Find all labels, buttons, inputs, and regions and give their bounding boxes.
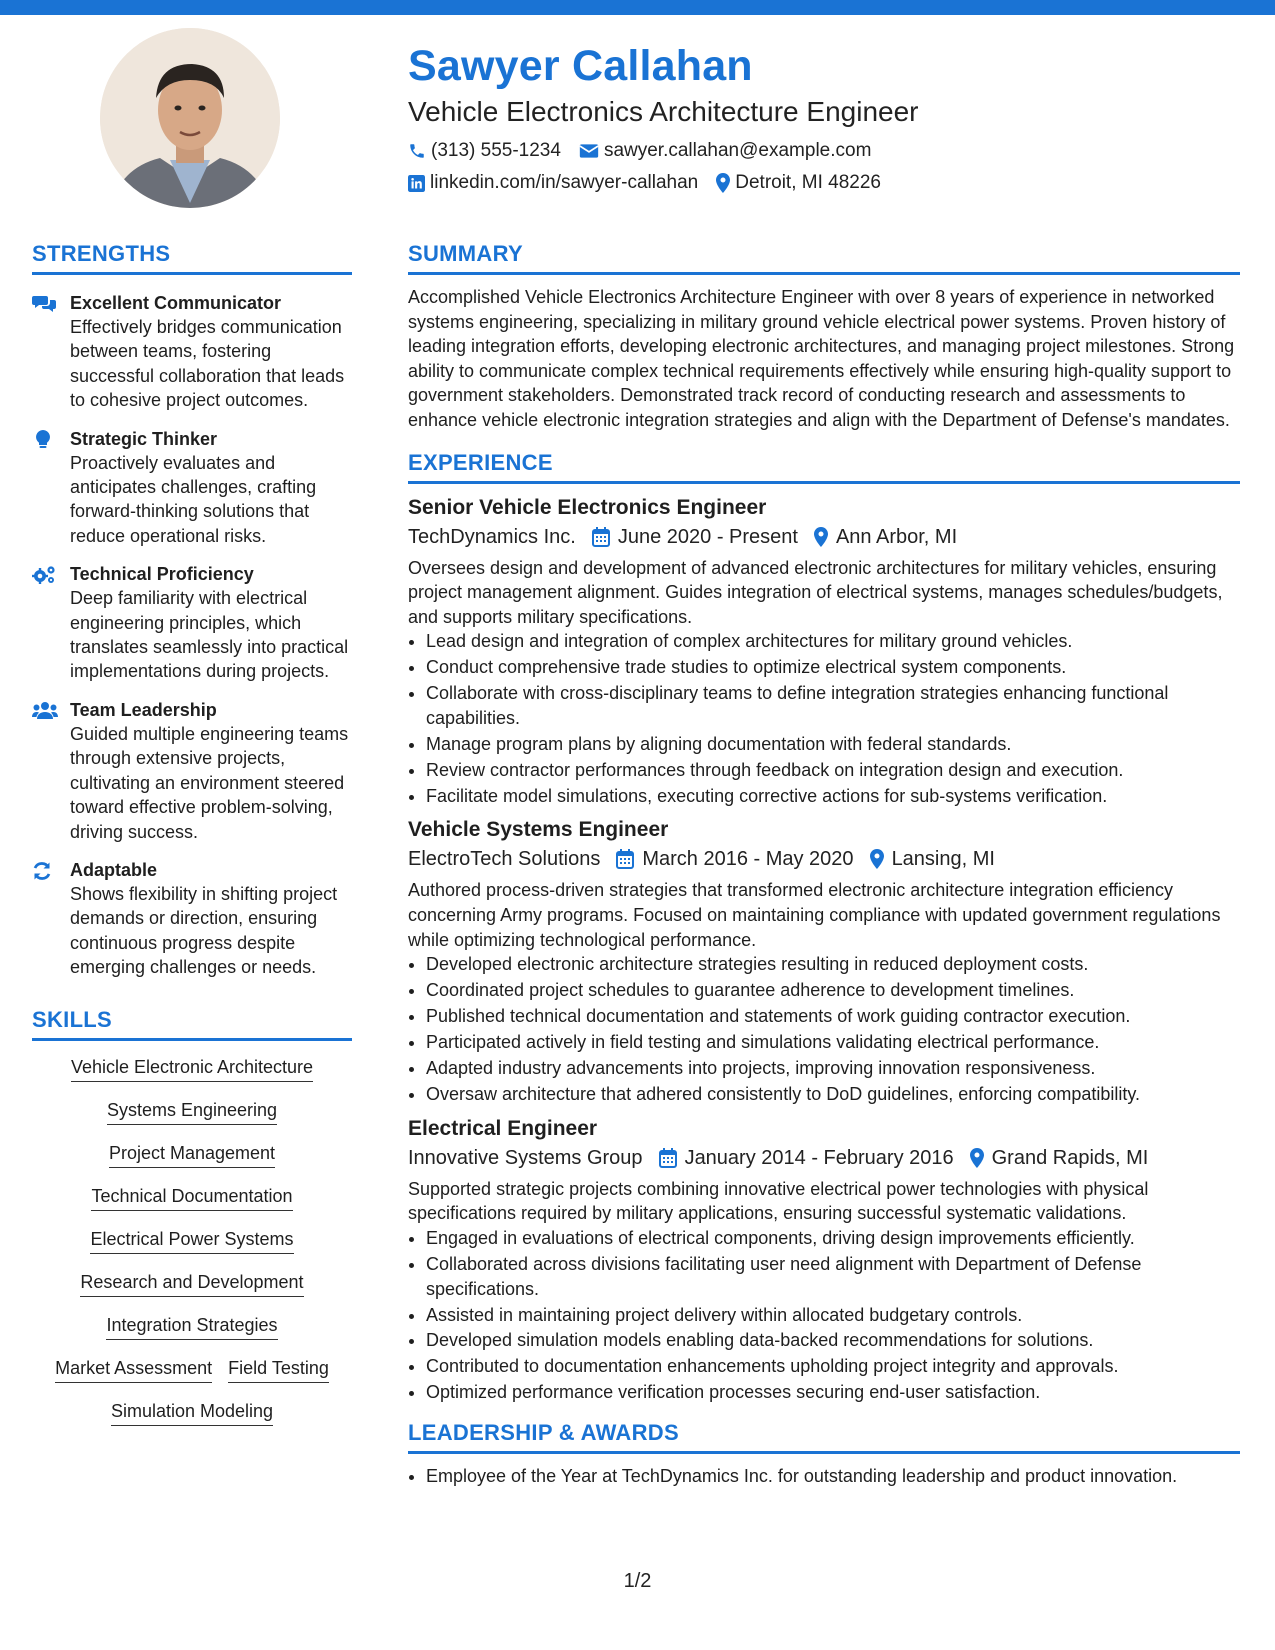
envelope-icon: [579, 143, 599, 159]
bullet-item: • Collaborated across divisions facilitating user need alignment with Department of Defense specifications.: [426, 1252, 1240, 1301]
company-name: ElectroTech Solutions: [408, 848, 601, 871]
skills-list: [32, 1051, 352, 1426]
job-dates: January 2014 - February 2016: [684, 1146, 954, 1169]
bullet-item: • Developed simulation models enabling data-backed recommendations for solutions.: [426, 1328, 1240, 1353]
strength-title: Team Leadership: [70, 699, 217, 720]
strength-item: [32, 858, 352, 980]
candidate-title: Vehicle Electronics Architecture Engineer: [408, 96, 919, 127]
top-accent-bar: [0, 0, 1275, 15]
skill-tag: Project Management: [109, 1141, 275, 1168]
bullet-item: • Participated actively in field testing and simulations validating electrical performance.: [426, 1030, 1240, 1055]
strength-title: Technical Proficiency: [70, 564, 254, 585]
comments-icon: [32, 294, 56, 312]
company-name: Innovative Systems Group: [408, 1146, 643, 1169]
skill-tag: Research and Development: [80, 1270, 303, 1297]
experience-heading: EXPERIENCE: [408, 449, 1240, 484]
job-dates: March 2016 - May 2020: [642, 848, 854, 871]
linkedin-text: linkedin.com/in/sawyer-callahan: [430, 172, 699, 193]
page-number: 1/2: [623, 1570, 652, 1592]
strength-item: [32, 562, 352, 684]
bullet-item: • Employee of the Year at TechDynamics Inc. for outstanding leadership and product innovation.: [426, 1464, 1240, 1489]
right-column: [408, 240, 1240, 1490]
job-location: Lansing, MI: [891, 848, 995, 871]
job-title: Vehicle Systems Engineer: [408, 818, 669, 842]
gears-icon: [32, 565, 56, 585]
users-icon: [32, 701, 58, 719]
skill-tag: Technical Documentation: [91, 1184, 292, 1211]
skills-heading: SKILLS: [32, 1006, 352, 1041]
skill-tag: Simulation Modeling: [111, 1399, 273, 1426]
skill-tag: Field Testing: [228, 1356, 329, 1383]
job-entry: [408, 494, 1240, 809]
strength-description: Deep familiarity with electrical engineering principles, which translates seamlessly into practical implementations during projects.: [70, 588, 349, 682]
skill-tag: Market Assessment: [55, 1356, 212, 1383]
profile-photo: [100, 28, 280, 208]
job-title: Senior Vehicle Electronics Engineer: [408, 495, 767, 519]
lightbulb-icon: [36, 430, 50, 450]
email-text: sawyer.callahan@example.com: [603, 140, 872, 161]
location-contact: [716, 170, 881, 196]
resume-header: [408, 40, 1238, 196]
strength-item: [32, 698, 352, 844]
company-name: TechDynamics Inc.: [408, 525, 576, 548]
job-summary: Oversees design and development of advanced electronic architectures for military vehicles, ensuring project management alignment. Guides integration of electrical systems, manages schedules/budgets, and supports military specifications.: [408, 557, 1223, 627]
map-marker-icon: [970, 1148, 984, 1168]
bullet-item: • Review contractor performances through feedback on integration design and execution.: [426, 758, 1240, 783]
bullet-item: • Optimized performance verification processes securing end-user satisfaction.: [426, 1380, 1240, 1405]
job-bullets: [408, 952, 1240, 1107]
job-bullets: [408, 629, 1240, 808]
left-column: [32, 240, 352, 1442]
calendar-icon: [659, 1148, 677, 1168]
strength-title: Adaptable: [70, 859, 158, 880]
map-marker-icon: [814, 527, 828, 547]
leadership-bullets: [408, 1464, 1240, 1489]
map-marker-icon: [716, 173, 730, 193]
bullet-item: • Manage program plans by aligning documentation with federal standards.: [426, 732, 1240, 757]
linkedin-contact[interactable]: [408, 170, 698, 196]
skill-tag: Systems Engineering: [107, 1098, 277, 1125]
strength-item: [32, 427, 352, 549]
job-summary: Supported strategic projects combining innovative electrical power technologies with physical specifications required by military applications, ensuring successful systematic validations.: [408, 1178, 1149, 1224]
leadership-heading: LEADERSHIP & AWARDS: [408, 1419, 1240, 1454]
job-dates: June 2020 - Present: [617, 525, 798, 548]
strength-description: Effectively bridges communication between teams, fostering successful collaboration that leads to cohesive project outcomes.: [70, 317, 345, 411]
summary-text: Accomplished Vehicle Electronics Architecture Engineer with over 8 years of experience in networked systems engineering, specializing in military ground vehicle electrical power systems. Proven history of leading integration efforts, developing electronic architectures, and managing project milestones. Strong ability to communicate complex technical requirements effectively while ensuring high-quality support to government stakeholders. Demonstrated track record of conducting research and assessments to enhance vehicle electronic integration strategies and align with the Department of Defense's mandates.: [408, 287, 1235, 430]
job-location: Ann Arbor, MI: [835, 525, 958, 548]
job-bullets: [408, 1226, 1240, 1405]
phone-icon: [408, 142, 426, 160]
job-summary: Authored process-driven strategies that transformed electronic architecture integration efficiency concerning Army programs. Focused on maintaining compliance with updated government regulations while optimizing technological performance.: [408, 880, 1221, 950]
bullet-item: • Contributed to documentation enhancements upholding project integrity and approvals.: [426, 1354, 1240, 1379]
linkedin-icon: [408, 175, 425, 192]
strength-title: Strategic Thinker: [70, 428, 218, 449]
job-location: Grand Rapids, MI: [991, 1146, 1149, 1169]
bullet-item: • Engaged in evaluations of electrical components, driving design improvements efficiently.: [426, 1226, 1240, 1251]
strength-description: Guided multiple engineering teams through extensive projects, cultivating an environment steered toward effective problem-solving, driving success.: [70, 723, 349, 842]
job-title: Electrical Engineer: [408, 1116, 598, 1140]
job-entry: [408, 816, 1240, 1106]
strengths-heading: STRENGTHS: [32, 240, 352, 275]
calendar-icon: [616, 849, 634, 869]
bullet-item: • Facilitate model simulations, executing corrective actions for sub-systems verification.: [426, 784, 1240, 809]
bullet-item: • Coordinated project schedules to guarantee adherence to development timelines.: [426, 978, 1240, 1003]
skill-tag: Electrical Power Systems: [90, 1227, 293, 1254]
bullet-item: • Published technical documentation and statements of work guiding contractor execution.: [426, 1004, 1240, 1029]
bullet-item: • Oversaw architecture that adhered consistently to DoD guidelines, enforcing compatibility.: [426, 1082, 1240, 1107]
job-entry: [408, 1115, 1240, 1405]
candidate-name: Sawyer Callahan: [408, 42, 753, 90]
bullet-item: • Adapted industry advancements into projects, improving innovation responsiveness.: [426, 1056, 1240, 1081]
bullet-item: • Developed electronic architecture strategies resulting in reduced deployment costs.: [426, 952, 1240, 977]
skill-tag: Integration Strategies: [106, 1313, 277, 1340]
bullet-item: • Assisted in maintaining project delivery within allocated budgetary controls.: [426, 1303, 1240, 1328]
refresh-icon: [32, 861, 52, 881]
strength-item: [32, 291, 352, 413]
skill-tag: Vehicle Electronic Architecture: [71, 1055, 313, 1082]
calendar-icon: [592, 527, 610, 547]
phone-text: (313) 555-1234: [431, 140, 561, 161]
phone-contact[interactable]: [408, 138, 561, 164]
bullet-item: • Collaborate with cross-disciplinary teams to define integration strategies enhancing functional capabilities.: [426, 681, 1240, 730]
location-text: Detroit, MI 48226: [735, 172, 881, 193]
map-marker-icon: [870, 849, 884, 869]
strength-title: Excellent Communicator: [70, 293, 282, 313]
summary-heading: SUMMARY: [408, 240, 1240, 275]
email-contact[interactable]: [579, 138, 871, 164]
strength-description: Proactively evaluates and anticipates challenges, crafting forward-thinking solutions that reduce operational risks.: [70, 452, 317, 546]
bullet-item: • Conduct comprehensive trade studies to optimize electrical system components.: [426, 655, 1240, 680]
strength-description: Shows flexibility in shifting project demands or direction, ensuring continuous progress despite emerging challenges or needs.: [70, 883, 338, 978]
bullet-item: • Lead design and integration of complex architectures for military ground vehicles.: [426, 629, 1240, 654]
